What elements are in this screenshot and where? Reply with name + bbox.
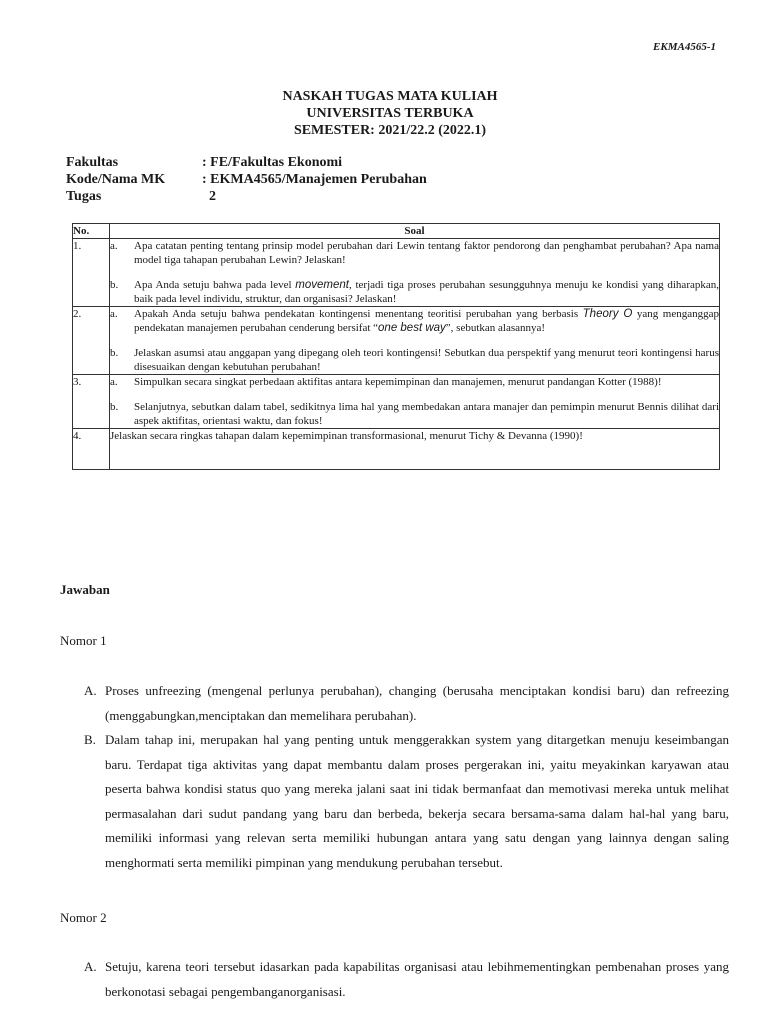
answers-heading: Jawaban [60, 582, 110, 597]
row-questions [110, 239, 720, 307]
meta-value: 2 [202, 189, 216, 204]
question-emphasis: movement [295, 279, 349, 291]
question-item [110, 400, 719, 428]
meta-row-kode [66, 171, 427, 188]
question-text-part: , terjadi tiga proses perubahan sesungguhnya menuju ke kondisi yang diharapkan, baik pada level individu, struktur, dan organisasi? Jelaskan! [134, 279, 719, 305]
meta-row-fakultas [66, 154, 427, 171]
question-text: Apa catatan penting tentang prinsip model perubahan dari Lewin tentang faktor pendorong dan penghambat perubahan? Apa nama model tiga tahapan perubahan Lewin? Jelaskan! [134, 240, 719, 266]
question-letter: a. [110, 240, 118, 252]
row-questions [110, 307, 720, 375]
question-letter: a. [110, 376, 118, 388]
table-header-row [73, 224, 720, 239]
question-item [110, 307, 719, 335]
question-letter: b. [110, 401, 119, 413]
course-meta [66, 154, 427, 205]
question-letter: b. [110, 279, 119, 291]
meta-value: : EKMA4565/Manajemen Perubahan [202, 172, 427, 187]
answer-number-2-label: Nomor 2 [60, 910, 107, 925]
questions-table [72, 223, 720, 470]
question-text-part: Apa Anda setuju bahwa pada level [134, 279, 296, 291]
row-number: 1. [73, 239, 110, 307]
title-line-1: NASKAH TUGAS MATA KULIAH [282, 89, 498, 104]
row-number: 3. [73, 375, 110, 429]
header-soal: Soal [110, 224, 720, 239]
question-emphasis: Theory O [582, 308, 633, 320]
meta-value: : FE/Fakultas Ekonomi [202, 155, 343, 170]
answer-list-2 [84, 955, 729, 1004]
table-row [73, 239, 720, 307]
answer-letter: B. [84, 732, 96, 747]
question-text: Jelaskan secara ringkas tahapan dalam kepemimpinan transformasional, menurut Tichy & Devanna (1990)! [110, 430, 583, 442]
document-title [0, 88, 768, 139]
question-text: Simpulkan secara singkat perbedaan aktifitas antara kepemimpinan dan manajemen, menurut pandangan Kotter (1988)! [134, 376, 662, 388]
answer-letter: A. [84, 959, 97, 974]
question-text: Selanjutnya, sebutkan dalam tabel, sedikitnya lima hal yang membedakan antara manajer dan pemimpin menurut Bennis dilihat dari aspek aktifitas, orientasi waktu, dan fokus! [134, 401, 719, 427]
question-letter: b. [110, 347, 119, 359]
answer-text: Setuju, karena teori tersebut idasarkan pada kapabilitas organisasi atau lebihmementingkan pembenahan proses yang berkonotasi sebagai pengembanganorganisasi. [105, 959, 729, 999]
answer-item [84, 679, 729, 728]
meta-label: Fakultas [66, 155, 119, 170]
question-text [134, 307, 719, 335]
question-text-part: ”, sebutkan alasannya! [445, 322, 546, 334]
answer-number-1-label: Nomor 1 [60, 633, 107, 648]
row-questions [110, 375, 720, 429]
meta-label: Tugas [66, 189, 102, 204]
table-row [73, 429, 720, 470]
meta-label: Kode/Nama MK [66, 172, 166, 187]
table-row [73, 375, 720, 429]
question-item [110, 375, 719, 389]
question-emphasis: one best way [378, 322, 446, 334]
question-text: Jelaskan asumsi atau anggapan yang dipegang oleh teori kontingensi! Sebutkan dua perspektif yang menurut teori kontingensi harus disesuaikan dengan kebutuhan perubahan! [134, 347, 719, 373]
row-number: 4. [73, 429, 110, 470]
title-line-3: SEMESTER: 2021/22.2 (2022.1) [293, 123, 487, 138]
answer-text: Proses unfreezing (mengenal perlunya perubahan), changing (berusaha menciptakan kondisi baru) dan refreezing (menggabungkan,menciptakan dan memelihara perubahan). [105, 683, 729, 723]
title-line-2: UNIVERSITAS TERBUKA [306, 106, 474, 121]
row-number: 2. [73, 307, 110, 375]
answer-item [84, 955, 729, 1004]
question-letter: a. [110, 308, 118, 320]
question-text [134, 278, 719, 306]
row-questions [110, 429, 720, 470]
table-row [73, 307, 720, 375]
document-code: EKMA4565-1 [653, 41, 716, 53]
question-item [110, 239, 719, 267]
question-text-part: Apakah Anda setuju bahwa pendekatan kontingensi menentang teoritisi perubahan yang berbasis [134, 308, 583, 320]
header-no: No. [73, 224, 110, 239]
question-item [110, 278, 719, 306]
question-item [110, 346, 719, 374]
answer-item [84, 728, 729, 875]
question-text-part: yang menganggap pendekatan manajemen perubahan cenderung bersifat “ [134, 308, 719, 334]
answer-text: Dalam tahap ini, merupakan hal yang penting untuk menggerakkan system yang ditargetkan menuju keseimbangan baru. Terdapat tiga aktivitas yang dapat membantu dalam proses pergerakan ini, yaitu meyakinkan karyawan atau peserta bahwa kondisi status quo yang mereka jalani saat ini tidak bermanfaat dan memotivasi mereka untuk melihat permasalahan dari sudut pandang yang baru dan berbeda, bekerja secara bersama-sama dalam hal-hal yang baru, memiliki informasi yang relevan serta memiliki hubungan antara yang satu dengan yang lainnya dengan saling menghormati serta memiliki pimpinan yang mendukung perubahan tersebut. [105, 732, 729, 870]
answer-list-1 [84, 679, 729, 875]
answer-letter: A. [84, 683, 97, 698]
meta-row-tugas [66, 188, 427, 205]
